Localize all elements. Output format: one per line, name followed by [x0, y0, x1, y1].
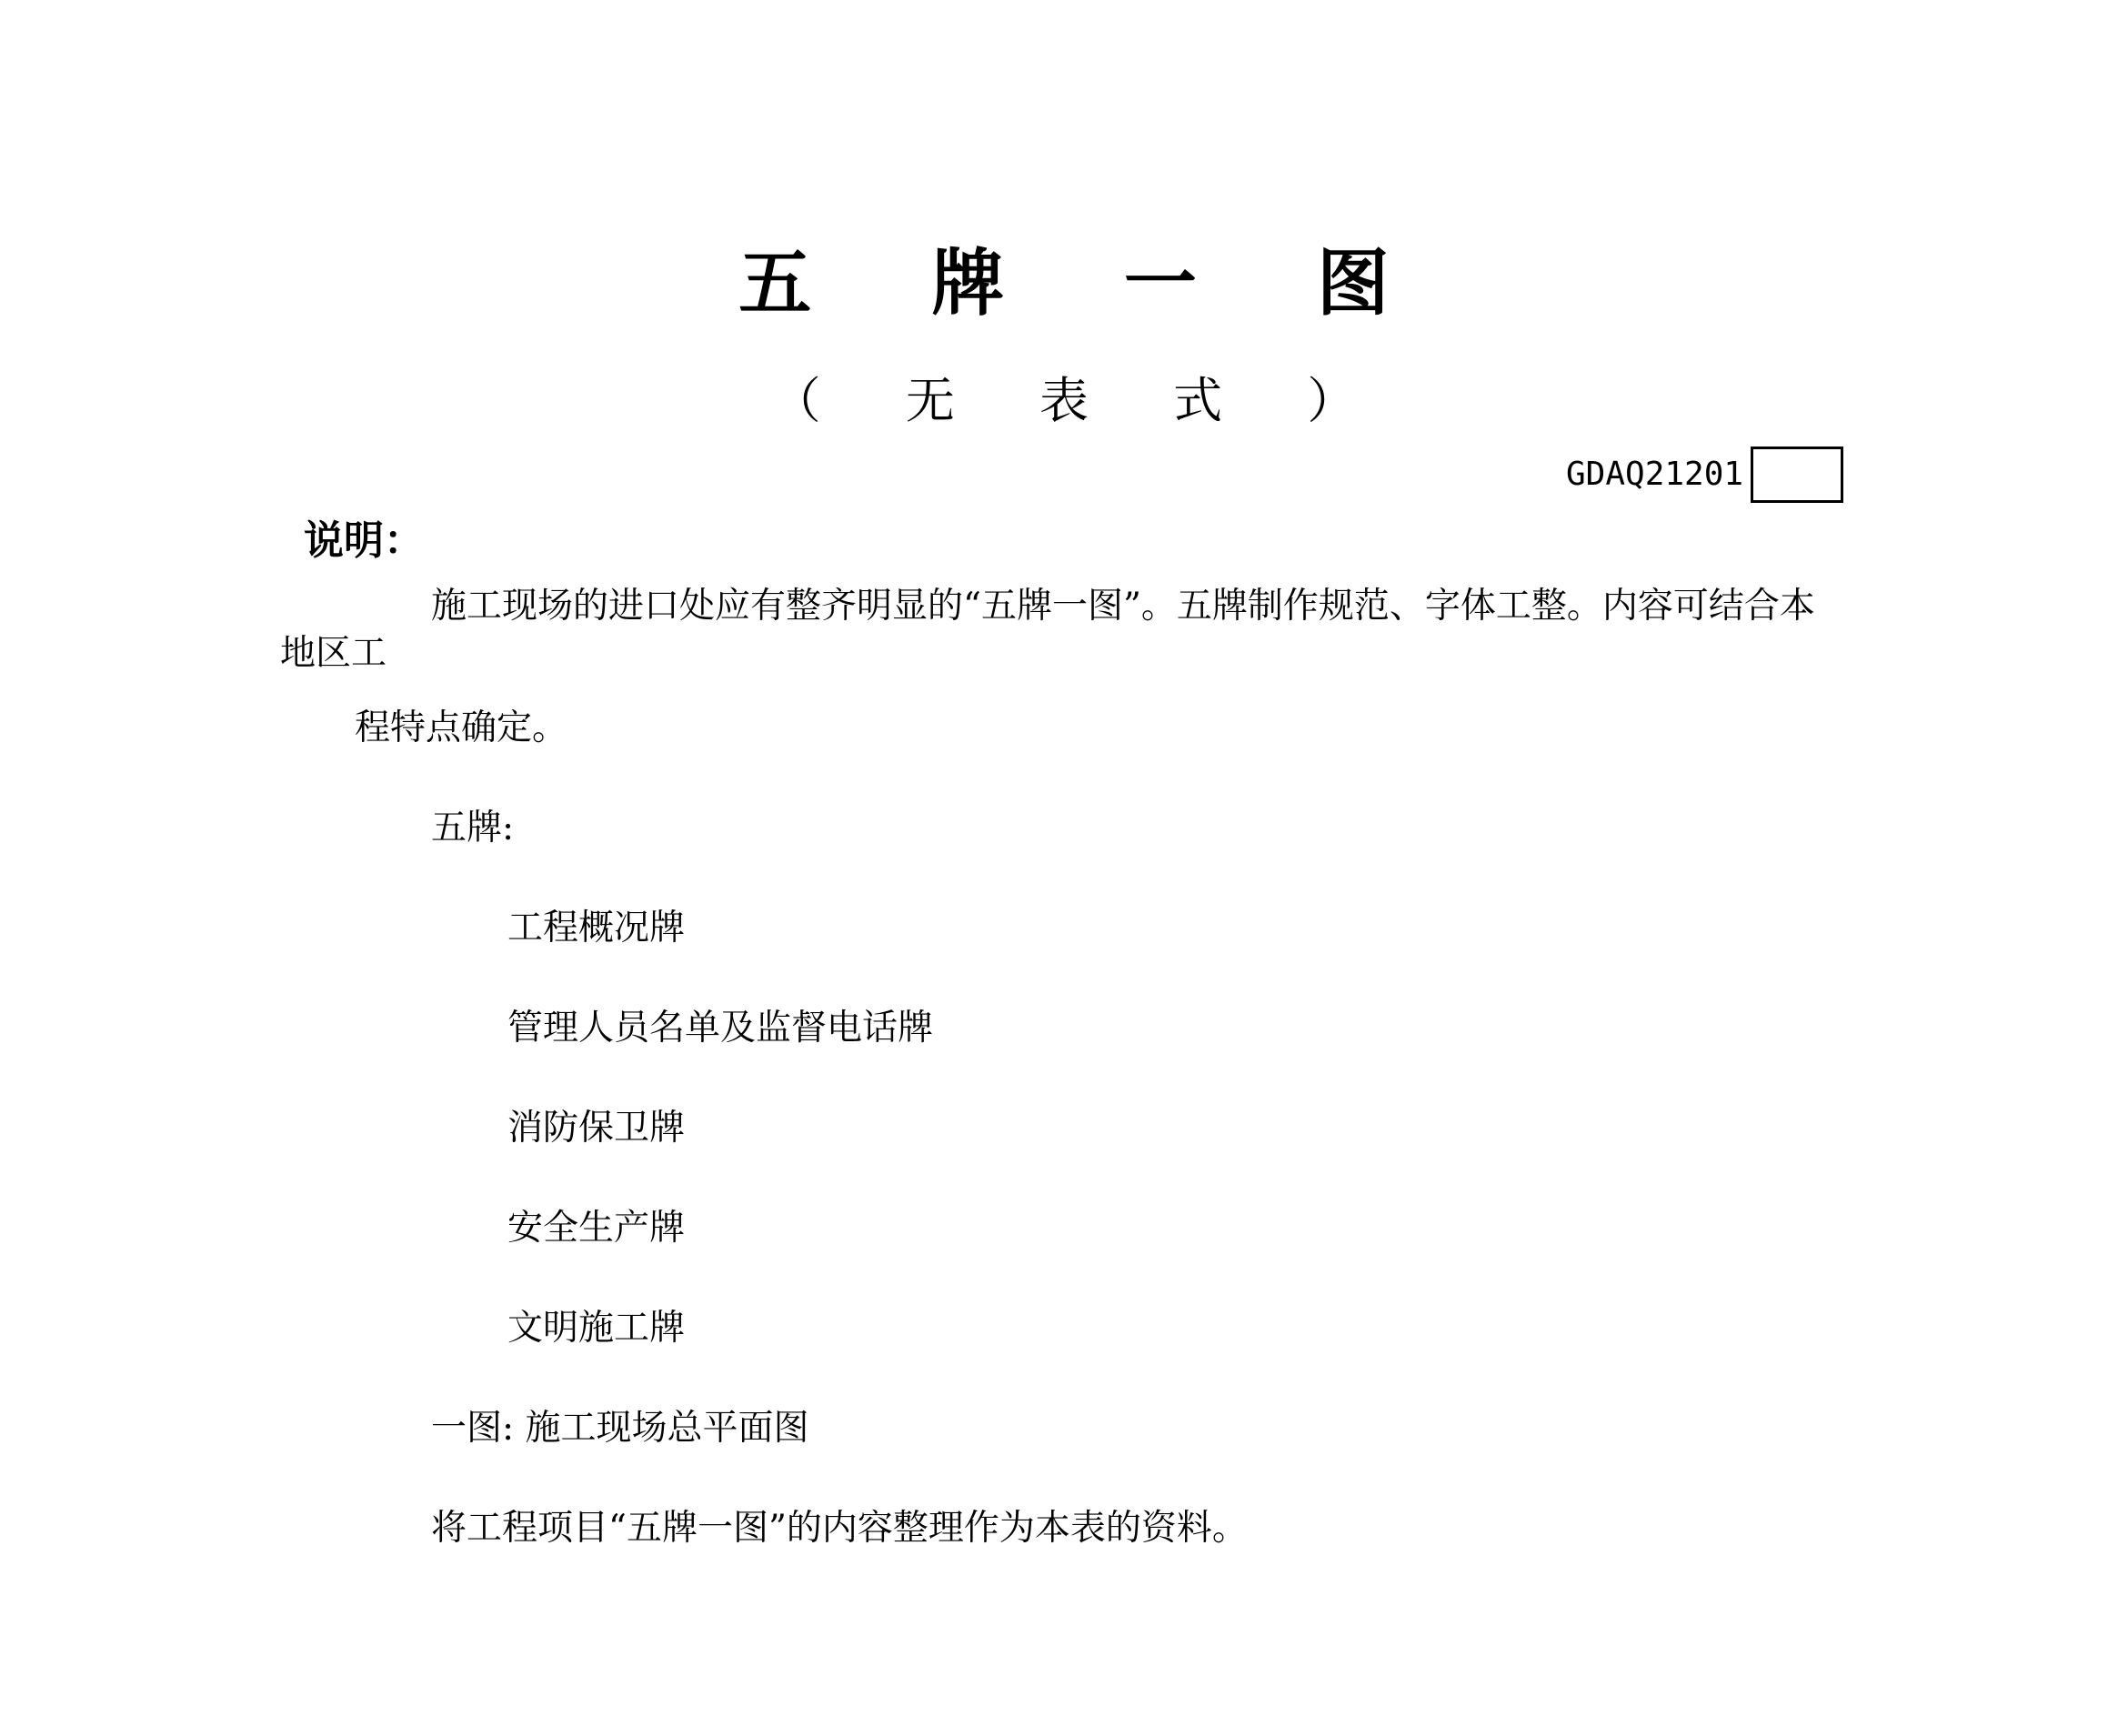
paragraph-line-2: 地区工 — [280, 633, 387, 674]
form-number-box[interactable] — [1751, 447, 1843, 503]
list-item: 消防保卫牌 — [507, 1108, 686, 1149]
paragraph-line-3: 程特点确定。 — [355, 707, 568, 748]
list-item: 工程概况牌 — [507, 908, 686, 948]
section-heading: 说明： — [304, 517, 424, 564]
form-code-group — [1566, 446, 1843, 504]
one-map-line: 一图: 施工现场总平面图 — [431, 1408, 809, 1449]
list-item: 安全生产牌 — [507, 1208, 686, 1249]
closing-line: 将工程项目“五牌一图”的内容整理作为本表的资料。 — [431, 1508, 1248, 1549]
list-item: 文明施工牌 — [507, 1308, 686, 1349]
form-code: GDAQ21201 — [1566, 456, 1744, 493]
five-boards-label: 五牌: — [431, 808, 515, 848]
paragraph-line-1: 施工现场的进口处应有整齐明显的“五牌一图”。五牌制作规范、字体工整。内容可结合本 — [431, 586, 1815, 627]
page-subtitle: （ 无 表 式 ） — [771, 372, 1391, 429]
page-title: 五 牌 一 图 — [738, 241, 1437, 326]
list-item: 管理人员名单及监督电话牌 — [507, 1008, 934, 1049]
